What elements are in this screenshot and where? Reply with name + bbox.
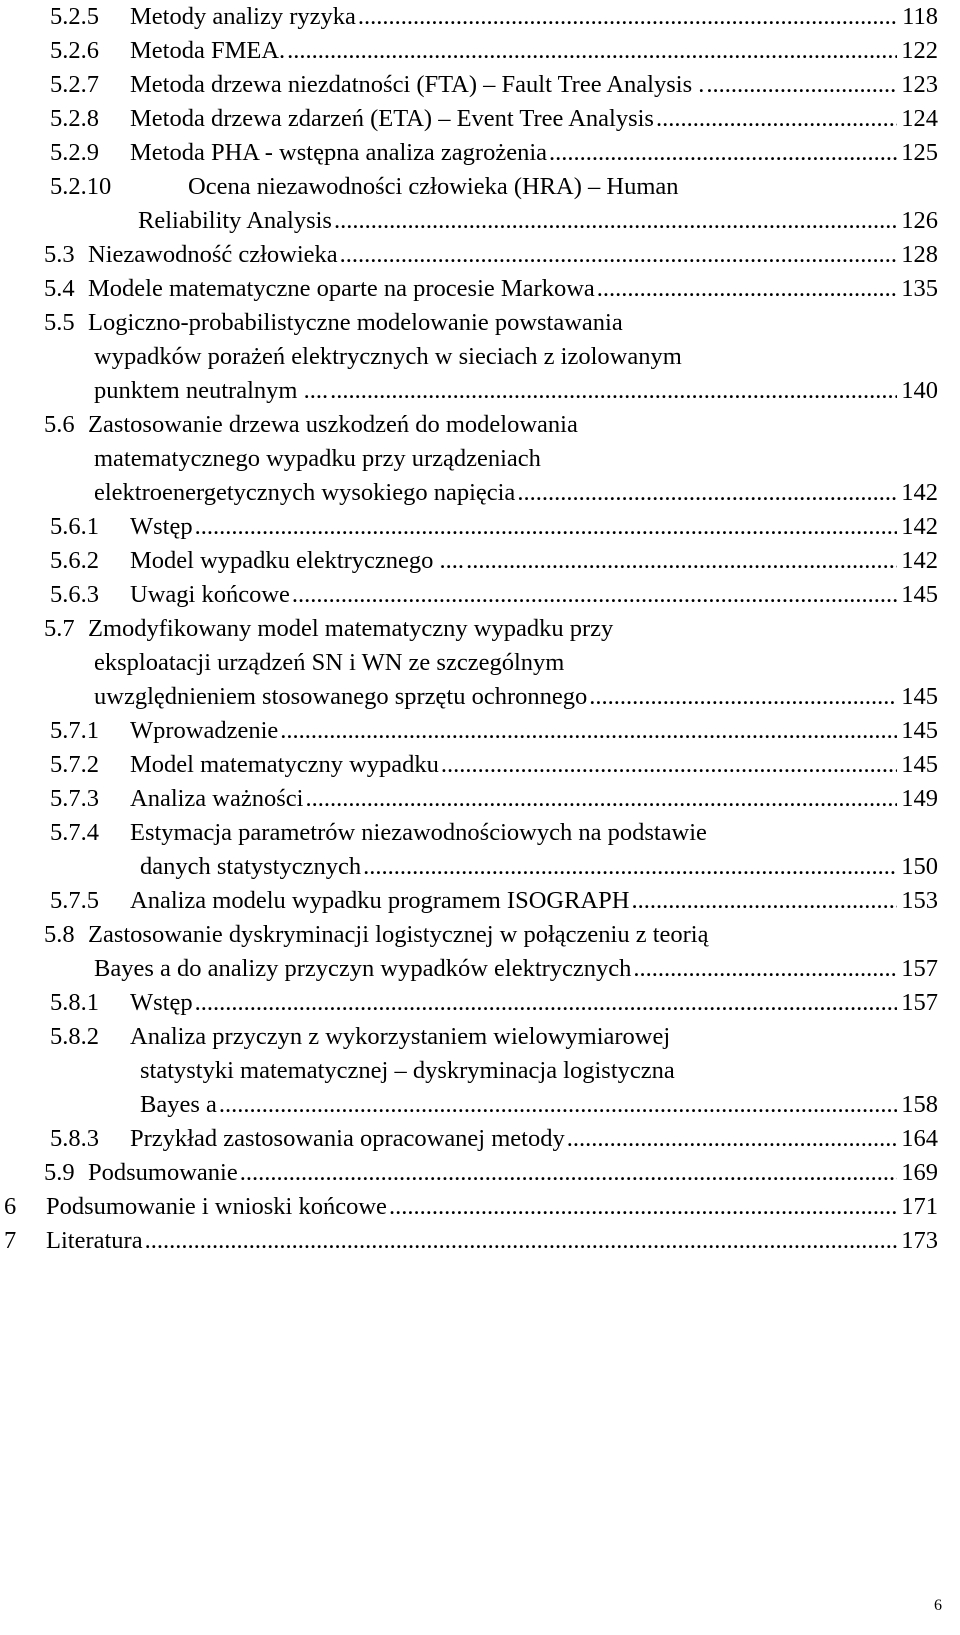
toc-entry-title-line <box>130 1122 938 1156</box>
toc-entry[interactable] <box>50 748 938 782</box>
toc-entry-title-line <box>188 170 938 204</box>
dot-leader <box>280 714 897 748</box>
toc-entry-title-line <box>130 102 938 136</box>
toc-entry-title-line <box>140 850 938 884</box>
toc-entry-number: 5.2.10 <box>50 173 112 200</box>
toc-entry-page: 123 <box>901 71 938 98</box>
toc-entry[interactable] <box>50 782 938 816</box>
toc-entry-title: Analiza przyczyn z wykorzystaniem wielowymiarowej <box>130 1023 671 1050</box>
toc-entry-title: statystyki matematycznej – dyskryminacja logistyczna <box>140 1057 675 1084</box>
toc-entry-number: 7 <box>4 1227 17 1254</box>
toc-entry-title: Metoda drzewa zdarzeń (ETA) – Event Tree Analysis <box>130 105 654 132</box>
toc-entry[interactable] <box>4 1190 938 1224</box>
toc-entry-title-line <box>88 408 938 442</box>
toc-entry-title: Modele matematyczne oparte na procesie Markowa <box>88 275 595 302</box>
toc-entry[interactable] <box>44 408 938 510</box>
toc-entry-title-line <box>46 1190 938 1224</box>
toc-entry-title: Analiza ważności <box>130 785 304 812</box>
toc-entry-number: 5.7.3 <box>50 785 99 812</box>
toc-entry-page: 157 <box>901 989 938 1016</box>
toc-entry-title-line <box>88 306 938 340</box>
toc-entry-number: 5.7.2 <box>50 751 99 778</box>
toc-entry-number: 5.2.7 <box>50 71 99 98</box>
toc-entry-title-line <box>94 374 938 408</box>
toc-entry[interactable] <box>50 986 938 1020</box>
toc-entry[interactable] <box>50 884 938 918</box>
toc-entry[interactable] <box>50 34 938 68</box>
toc-entry-page: 142 <box>901 547 938 574</box>
dot-leader <box>589 680 897 714</box>
toc-entry-title-line <box>130 884 938 918</box>
toc-entry-page: 126 <box>901 207 938 234</box>
dot-leader <box>389 1190 897 1224</box>
toc-entry-title: Podsumowanie <box>88 1159 238 1186</box>
toc-entry-title: eksploatacji urządzeń SN i WN ze szczególnym <box>94 649 565 676</box>
toc-entry-title-line <box>130 714 938 748</box>
dot-leader <box>633 952 897 986</box>
toc-entry[interactable] <box>44 306 938 408</box>
toc-entry[interactable] <box>44 918 938 986</box>
dot-leader <box>631 884 897 918</box>
toc-entry-number: 5.8 <box>44 921 75 948</box>
toc-entry-title: Metoda drzewa niezdatności (FTA) – Fault Tree Analysis . <box>130 71 705 98</box>
toc-entry-title-line <box>130 0 938 34</box>
toc-entry[interactable] <box>50 816 938 884</box>
toc-entry-number: 5.2.6 <box>50 37 99 64</box>
toc-entry-title-line <box>140 1088 938 1122</box>
toc-entry[interactable] <box>50 102 938 136</box>
dot-leader <box>656 102 897 136</box>
toc-entry-title: Wstęp <box>130 513 193 540</box>
dot-leader <box>549 136 897 170</box>
dot-leader <box>517 476 897 510</box>
toc-entry-title: matematycznego wypadku przy urządzeniach <box>94 445 541 472</box>
toc-entry-title-line <box>130 1020 938 1054</box>
toc-entry-title-line <box>130 136 938 170</box>
toc-entry[interactable] <box>50 170 938 238</box>
toc-entry-page: 145 <box>901 683 938 710</box>
dot-leader <box>334 204 897 238</box>
toc-entry-page: 149 <box>901 785 938 812</box>
toc-entry-page: 125 <box>901 139 938 166</box>
toc-entry-number: 5.6.3 <box>50 581 99 608</box>
toc-entry-title-line <box>94 646 938 680</box>
dot-leader <box>195 986 898 1020</box>
toc-entry-page: 173 <box>901 1227 938 1254</box>
toc-entry[interactable] <box>50 136 938 170</box>
toc-entry-number: 5.6.2 <box>50 547 99 574</box>
toc-entry-number: 5.9 <box>44 1159 75 1186</box>
toc-entry-number: 6 <box>4 1193 17 1220</box>
toc-entry-title-line <box>130 986 938 1020</box>
toc-entry-title-line <box>88 918 938 952</box>
toc-entry[interactable] <box>4 1224 938 1258</box>
toc-entry-number: 5.2.9 <box>50 139 99 166</box>
toc-entry[interactable] <box>50 510 938 544</box>
dot-leader <box>219 1088 897 1122</box>
dot-leader <box>330 374 897 408</box>
toc-entry-title: Bayes a <box>140 1091 217 1118</box>
toc-entry-title: Uwagi końcowe <box>130 581 290 608</box>
dot-leader <box>567 1122 898 1156</box>
toc-entry-title-line <box>46 1224 938 1258</box>
dot-leader <box>340 238 898 272</box>
toc-entry-number: 5.2.8 <box>50 105 99 132</box>
toc-entry-page: 142 <box>901 513 938 540</box>
toc-entry-title-line <box>88 612 938 646</box>
toc-entry-number: 5.6.1 <box>50 513 99 540</box>
toc-entry-number: 5.8.2 <box>50 1023 99 1050</box>
toc-entry-page: 135 <box>901 275 938 302</box>
toc-entry-number: 5.2.5 <box>50 3 99 30</box>
toc-entry-title: Metoda FMEA. <box>130 37 286 64</box>
toc-entry[interactable] <box>44 272 938 306</box>
toc-entry-title: Niezawodność człowieka <box>88 241 338 268</box>
toc-entry-title: danych statystycznych <box>140 853 362 880</box>
dot-leader <box>441 748 897 782</box>
toc-entry-title-line <box>130 34 938 68</box>
toc-entry-title: Logiczno-probabilistyczne modelowanie powstawania <box>88 309 623 336</box>
toc-entry-number: 5.3 <box>44 241 75 268</box>
dot-leader <box>466 544 897 578</box>
toc-entry-page: 157 <box>901 955 938 982</box>
dot-leader <box>292 578 897 612</box>
toc-entry-title-line <box>138 204 938 238</box>
toc-entry-title-line <box>130 578 938 612</box>
toc-entry-title: uwzględnieniem stosowanego sprzętu ochronnego <box>94 683 588 710</box>
toc-entry-title-line <box>94 952 938 986</box>
dot-leader <box>597 272 897 306</box>
toc-entry-number: 5.8.3 <box>50 1125 99 1152</box>
toc-entry-title: Estymacja parametrów niezawodnościowych na podstawie <box>130 819 707 846</box>
toc-entry-page: 122 <box>901 37 938 64</box>
toc-entry-number: 5.8.1 <box>50 989 99 1016</box>
toc-entry[interactable] <box>50 1122 938 1156</box>
toc-entry[interactable] <box>50 1020 938 1122</box>
toc-entry-page: 150 <box>901 853 938 880</box>
toc-entry-title: Zastosowanie dyskryminacji logistycznej w połączeniu z teorią <box>88 921 709 948</box>
toc-entry-title-line <box>94 476 938 510</box>
toc-entry-title-line <box>130 748 938 782</box>
toc-entry-title-line <box>140 1054 938 1088</box>
dot-leader <box>287 34 897 68</box>
toc-entry-title: Model matematyczny wypadku <box>130 751 439 778</box>
toc-entry[interactable] <box>50 578 938 612</box>
toc-entry-page: 171 <box>901 1193 938 1220</box>
toc-entry-title: Analiza modelu wypadku programem ISOGRAPH <box>130 887 630 914</box>
dot-leader <box>358 0 898 34</box>
toc-entry-title: Wprowadzenie <box>130 717 279 744</box>
toc-entry-title: Przykład zastosowania opracowanej metody <box>130 1125 565 1152</box>
toc-entry-title-line <box>88 1156 938 1190</box>
page-number: 6 <box>934 1597 942 1614</box>
toc-entry-title: Ocena niezawodności człowieka (HRA) – Human <box>188 173 679 200</box>
toc-entry-title-line <box>94 340 938 374</box>
toc-entry-title-line <box>94 442 938 476</box>
toc-entry-page: 128 <box>901 241 938 268</box>
toc-entry-page: 153 <box>901 887 938 914</box>
toc-entry-page: 124 <box>901 105 938 132</box>
toc-entry[interactable] <box>50 0 938 34</box>
toc-entry-number: 5.5 <box>44 309 75 336</box>
toc-entry[interactable] <box>50 714 938 748</box>
toc-entry-page: 145 <box>901 751 938 778</box>
dot-leader <box>305 782 897 816</box>
toc-entry-title: punktem neutralnym .... <box>94 377 329 404</box>
toc-entry-title-line <box>130 816 938 850</box>
toc-entry-title-line <box>94 680 938 714</box>
toc-entry-page: 169 <box>901 1159 938 1186</box>
toc-entry-title: wypadków porażeń elektrycznych w sieciach z izolowanym <box>94 343 682 370</box>
toc-entry-number: 5.7.1 <box>50 717 99 744</box>
toc-entry-page: 145 <box>901 581 938 608</box>
dot-leader <box>240 1156 898 1190</box>
toc-entry[interactable] <box>44 612 938 714</box>
toc-entry[interactable] <box>44 238 938 272</box>
toc-entry-title-line <box>88 272 938 306</box>
toc-entry-title: Zastosowanie drzewa uszkodzeń do modelowania <box>88 411 578 438</box>
toc-entry-title: Metody analizy ryzyka <box>130 3 356 30</box>
toc-entry-page: 118 <box>902 3 938 30</box>
toc-entry-title: Podsumowanie i wnioski końcowe <box>46 1193 387 1220</box>
toc-entry-title-line <box>130 782 938 816</box>
toc-entry-number: 5.7 <box>44 615 75 642</box>
toc-entry-title-line <box>130 68 938 102</box>
toc-entry-number: 5.7.5 <box>50 887 99 914</box>
toc-entry-title: Bayes a do analizy przyczyn wypadków elektrycznych <box>94 955 632 982</box>
toc-entry-title: Reliability Analysis <box>138 207 332 234</box>
toc-entry-title: Wstęp <box>130 989 193 1016</box>
toc-entry-title-line <box>130 510 938 544</box>
toc-entry-page: 140 <box>901 377 938 404</box>
toc-entry-title: elektroenergetycznych wysokiego napięcia <box>94 479 516 506</box>
toc-entry-title-line <box>130 544 938 578</box>
toc-entry[interactable] <box>44 1156 938 1190</box>
toc-entry-page: 158 <box>901 1091 938 1118</box>
toc-entry[interactable] <box>50 68 938 102</box>
dot-leader <box>706 68 897 102</box>
dot-leader <box>195 510 898 544</box>
toc-entry-page: 145 <box>901 717 938 744</box>
toc-entry-number: 5.4 <box>44 275 75 302</box>
toc-entry-title-line <box>88 238 938 272</box>
toc-entry-page: 142 <box>901 479 938 506</box>
toc-entry-number: 5.7.4 <box>50 819 99 846</box>
toc-entry-title: Literatura <box>46 1227 143 1254</box>
dot-leader <box>145 1224 898 1258</box>
toc-entry[interactable] <box>50 544 938 578</box>
toc-entry-page: 164 <box>901 1125 938 1152</box>
toc-entry-title: Model wypadku elektrycznego .... <box>130 547 465 574</box>
toc-entry-title: Metoda PHA - wstępna analiza zagrożenia <box>130 139 548 166</box>
toc-entry-number: 5.6 <box>44 411 75 438</box>
toc-entry-title: Zmodyfikowany model matematyczny wypadku przy <box>88 615 614 642</box>
dot-leader <box>363 850 897 884</box>
